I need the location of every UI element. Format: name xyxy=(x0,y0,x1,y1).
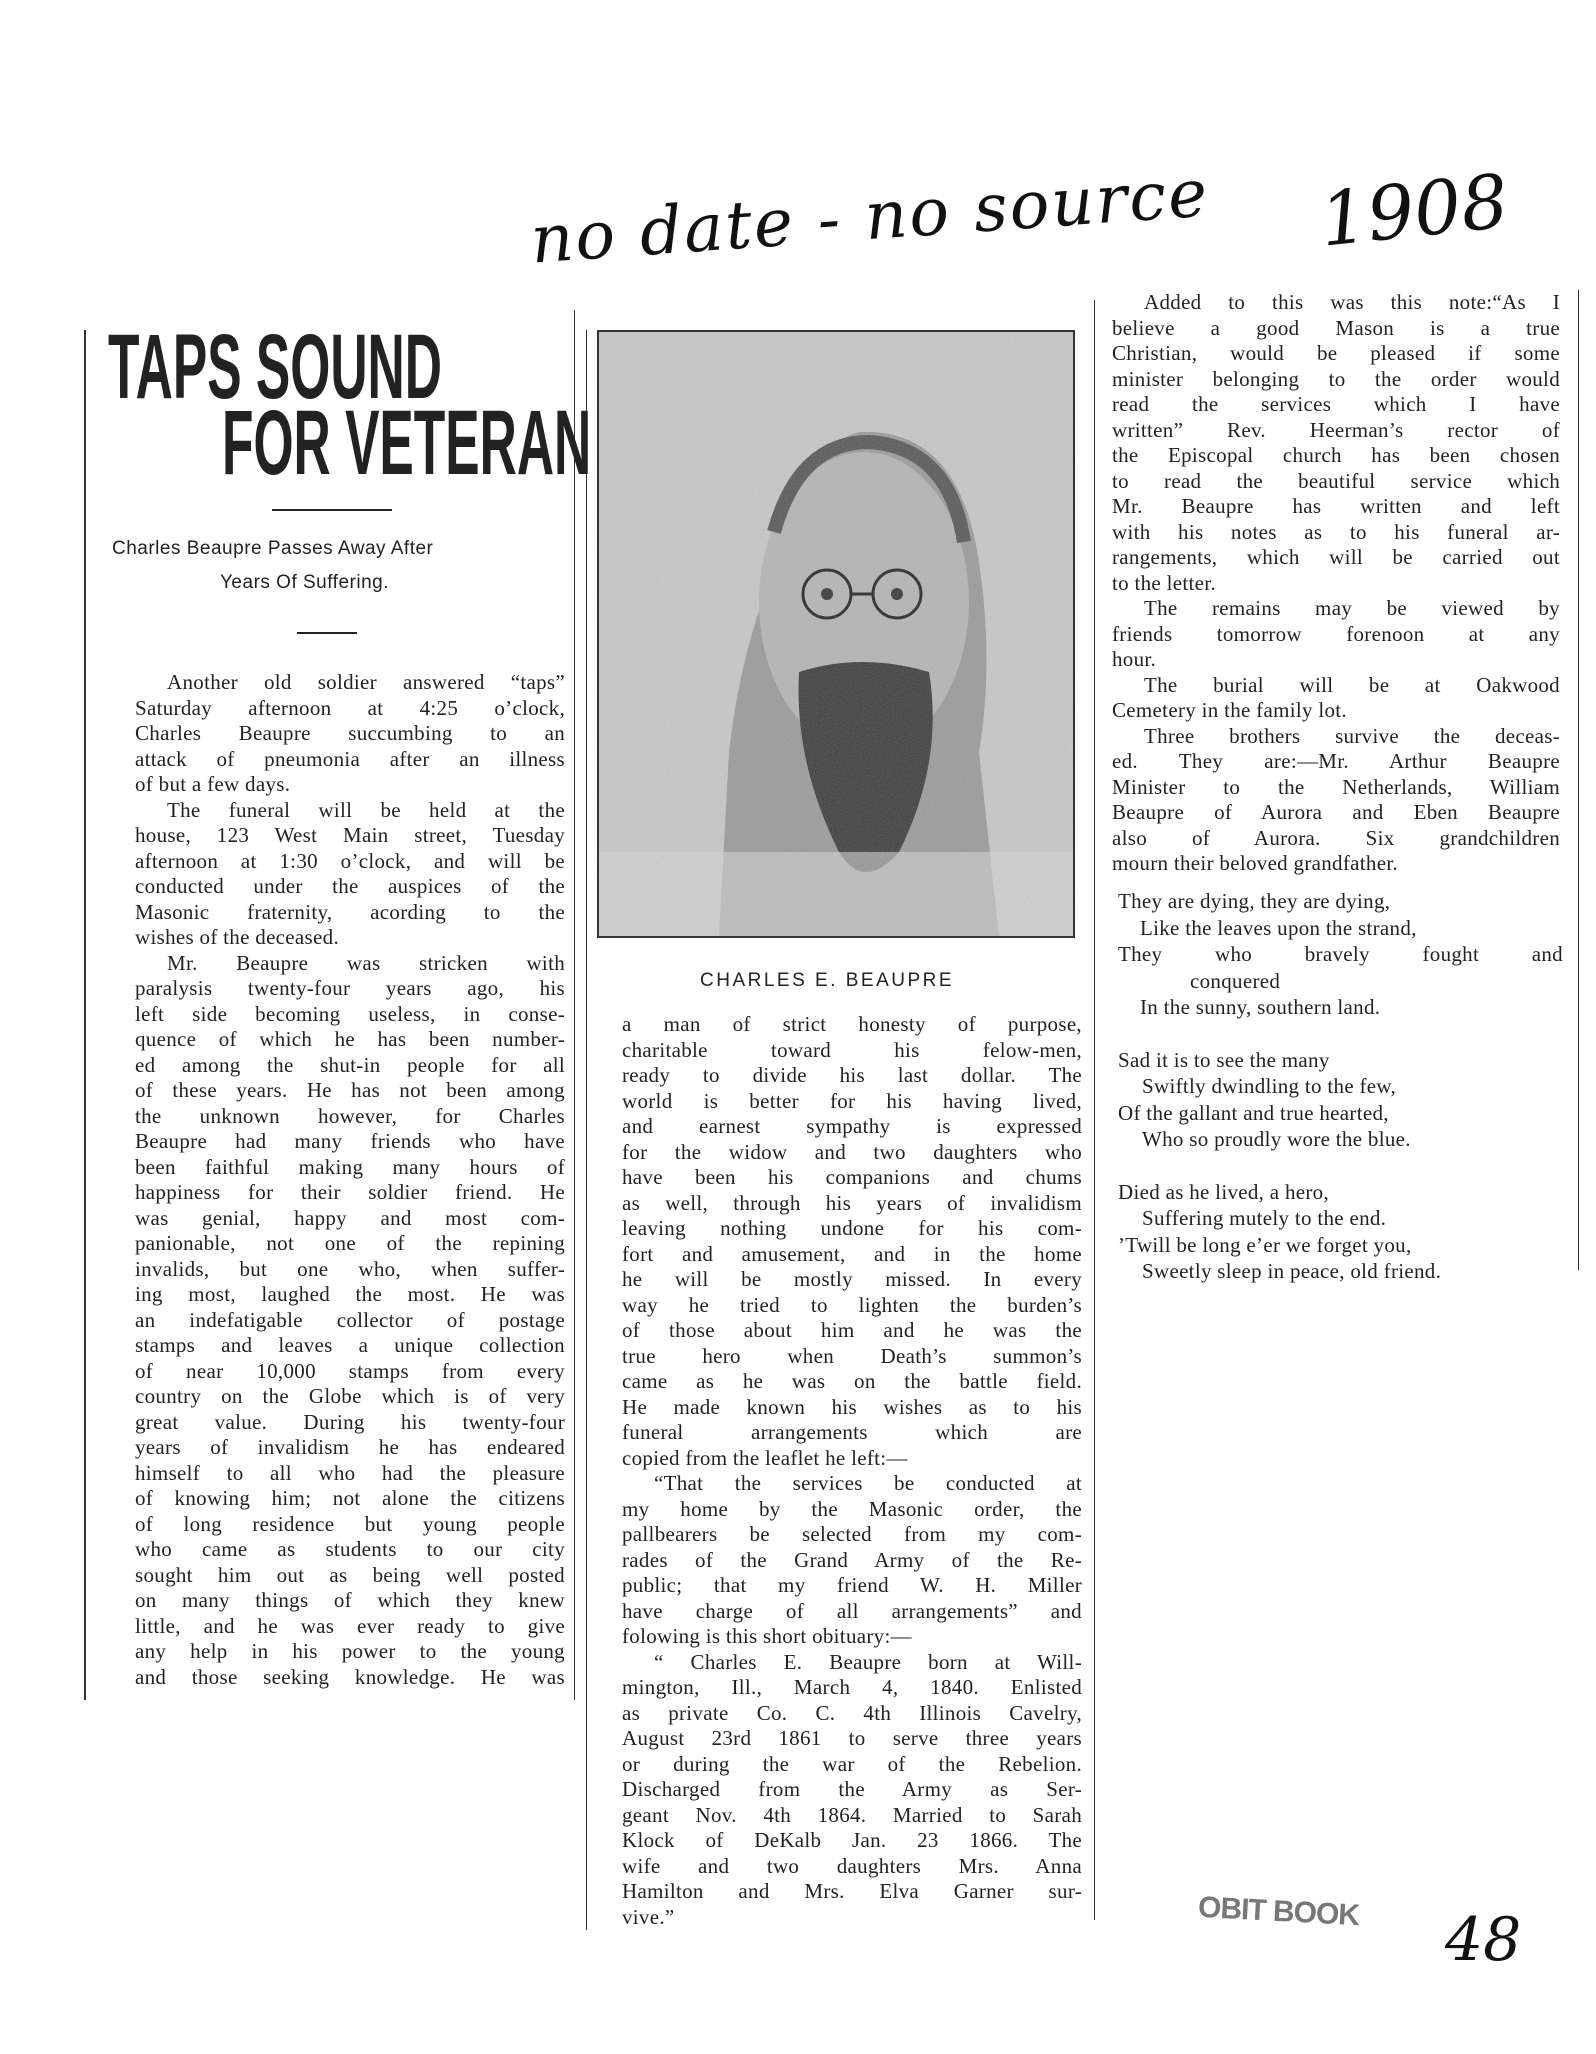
poem-line: ’Twill be long e’er we forget you, xyxy=(1118,1232,1412,1257)
poem-line: Died as he lived, a hero, xyxy=(1118,1179,1330,1204)
text-line: Another old soldier answered “taps” xyxy=(167,670,565,694)
column-rule-mid-left xyxy=(574,310,575,1700)
column-rule-right xyxy=(1578,290,1579,1270)
text-line: public; that my friend W. H. Miller xyxy=(622,1573,1082,1597)
article-column-1 xyxy=(135,670,565,1690)
text-line: hour. xyxy=(1112,647,1157,671)
paragraph xyxy=(622,1471,1082,1650)
text-line: mington, Ill., March 4, 1840. Enlisted xyxy=(622,1675,1082,1699)
text-line: minister belonging to the order would xyxy=(1112,366,1560,391)
text-line: read the services which I have xyxy=(1112,392,1560,416)
text-line: The burial will be at Oakwood xyxy=(1144,672,1560,697)
headline-line-2: FOR VETERAN xyxy=(222,392,592,494)
headline-divider xyxy=(272,509,392,511)
text-line: of these years. He has not been among xyxy=(135,1078,565,1102)
subheadline-line-1: Charles Beaupre Passes Away After xyxy=(112,538,434,559)
paragraph xyxy=(1112,673,1560,724)
poem-line: Suffering mutely to the end. xyxy=(1142,1206,1387,1230)
text-line: Saturday afternoon at 4:25 o’clock, xyxy=(135,695,565,720)
paragraph xyxy=(1112,290,1560,596)
paragraph xyxy=(135,951,565,1691)
text-line: Masonic fraternity, acording to the xyxy=(135,899,565,924)
text-line: as well, through his years of invalidism xyxy=(622,1190,1082,1215)
text-line: attack of pneumonia after an illness xyxy=(135,746,565,771)
text-line: to the letter. xyxy=(1112,570,1216,595)
text-line: on many things of which they knew xyxy=(135,1588,565,1612)
text-line: country on the Globe which is of very xyxy=(135,1384,565,1408)
text-line: Added to this was this note:“As I xyxy=(1144,290,1560,314)
text-line: any help in his power to the young xyxy=(135,1639,565,1663)
paragraph xyxy=(135,670,565,798)
text-line: of knowing him; not alone the citizens xyxy=(135,1486,565,1510)
text-line: house, 123 West Main street, Tuesday xyxy=(135,823,565,847)
text-line: Charles Beaupre succumbing to an xyxy=(135,721,565,745)
text-line: of those about him and he was the xyxy=(622,1318,1082,1342)
column-rule-left xyxy=(84,330,86,1700)
poem-line: Sweetly sleep in peace, old friend. xyxy=(1142,1259,1442,1283)
text-line: he will be mostly missed. In every xyxy=(622,1267,1082,1291)
text-line: and earnest sympathy is expressed xyxy=(622,1114,1082,1138)
article-column-2 xyxy=(622,1012,1082,1930)
paragraph xyxy=(135,798,565,951)
subheadline-divider xyxy=(297,632,357,634)
text-line: for the widow and two daughters who xyxy=(622,1139,1082,1164)
text-line: the Episcopal church has been chosen xyxy=(1112,443,1560,467)
text-line: an indefatigable collector of postage xyxy=(135,1307,565,1332)
text-line: happiness for their soldier friend. He xyxy=(135,1180,565,1204)
text-line: a man of strict honesty of purpose, xyxy=(622,1012,1082,1036)
text-line: friends tomorrow forenoon at any xyxy=(1112,621,1560,646)
text-line: geant Nov. 4th 1864. Married to Sarah xyxy=(622,1802,1082,1827)
text-line: Minister to the Netherlands, William xyxy=(1112,774,1560,799)
text-line: with his notes as to his funeral ar- xyxy=(1112,519,1560,544)
text-line: The funeral will be held at the xyxy=(167,797,565,822)
poem-line: Swiftly dwindling to the few, xyxy=(1142,1074,1397,1098)
text-line: believe a good Mason is a true xyxy=(1112,315,1560,340)
text-line: charitable toward his felow-men, xyxy=(622,1037,1082,1062)
paragraph xyxy=(622,1650,1082,1931)
text-line: as private Co. C. 4th Illinois Cavelry, xyxy=(622,1700,1082,1725)
text-line: ed among the shut-in people for all xyxy=(135,1052,565,1077)
text-line: funeral arrangements which are xyxy=(622,1420,1082,1444)
text-line: fort and amusement, and in the home xyxy=(622,1241,1082,1266)
subheadline-line-2: Years Of Suffering. xyxy=(220,572,389,593)
text-line: pallbearers be selected from my com- xyxy=(622,1522,1082,1546)
text-line: Mr. Beaupre has written and left xyxy=(1112,494,1560,518)
column-rule-mid-right xyxy=(1094,300,1095,1920)
poem-line: conquered xyxy=(1190,968,1281,993)
text-line: panionable, not one of the repining xyxy=(135,1231,565,1255)
text-line: to read the beautiful service which xyxy=(1112,468,1560,493)
paragraph xyxy=(622,1012,1082,1471)
text-line: himself to all who had the pleasure xyxy=(135,1460,565,1485)
handwritten-note: no date - no source xyxy=(528,154,1212,279)
text-line: Beaupre had many friends who have xyxy=(135,1129,565,1153)
article-column-3 xyxy=(1112,290,1560,877)
text-line: true hero when Death’s summon’s xyxy=(622,1343,1082,1368)
poem-stanza-1 xyxy=(1118,888,1563,1021)
text-line: vive.” xyxy=(622,1904,675,1929)
text-line: of long residence but young people xyxy=(135,1511,565,1536)
poem-line: They who bravely fought and xyxy=(1118,942,1563,966)
text-line: Discharged from the Army as Ser- xyxy=(622,1777,1082,1801)
text-line: “ Charles E. Beaupre born at Will- xyxy=(654,1649,1082,1674)
portrait-photo xyxy=(597,330,1075,938)
text-line: paralysis twenty-four years ago, his xyxy=(135,976,565,1000)
poem-line: Like the leaves upon the strand, xyxy=(1140,915,1417,940)
poem-stanza-2 xyxy=(1118,1047,1563,1153)
text-line: Cemetery in the family lot. xyxy=(1112,698,1347,722)
text-line: mourn their beloved grandfather. xyxy=(1112,851,1399,875)
text-line: written” Rev. Heerman’s rector of xyxy=(1112,417,1560,442)
text-line: have been his companions and chums xyxy=(622,1165,1082,1189)
text-line: Hamilton and Mrs. Elva Garner sur- xyxy=(622,1879,1082,1903)
headline-line-1: TAPS SOUND xyxy=(108,316,442,418)
photo-caption: CHARLES E. BEAUPRE xyxy=(700,970,955,991)
poem-stanza-3 xyxy=(1118,1179,1563,1285)
paragraph xyxy=(1112,724,1560,877)
text-line: rangements, which will be carried out xyxy=(1112,545,1560,569)
text-line: who came as students to our city xyxy=(135,1537,565,1561)
text-line: ready to divide his last dollar. The xyxy=(622,1063,1082,1087)
text-line: copied from the leaflet he left:— xyxy=(622,1445,908,1470)
text-line: Christian, would be pleased if some xyxy=(1112,341,1560,365)
text-line: way he tried to lighten the burden’s xyxy=(622,1292,1082,1317)
portrait-image xyxy=(599,332,1073,936)
text-line: my home by the Masonic order, the xyxy=(622,1496,1082,1521)
text-line: or during the war of the Rebelion. xyxy=(622,1751,1082,1776)
text-line: have charge of all arrangements” and xyxy=(622,1598,1082,1623)
text-line: ing most, laughed the most. He was xyxy=(135,1282,565,1306)
text-line: came as he was on the battle field. xyxy=(622,1369,1082,1393)
text-line: little, and he was ever ready to give xyxy=(135,1613,565,1638)
text-line: left side becoming useless, in conse- xyxy=(135,1001,565,1026)
obit-book-stamp: OBIT BOOK xyxy=(1197,1890,1360,1933)
text-line: also of Aurora. Six grandchildren xyxy=(1112,825,1560,850)
text-line: years of invalidism he has endeared xyxy=(135,1435,565,1459)
text-line: wishes of the deceased. xyxy=(135,925,339,949)
text-line: of but a few days. xyxy=(135,772,291,796)
text-line: Beaupre of Aurora and Eben Beaupre xyxy=(1112,800,1560,824)
text-line: sought him out as being well posted xyxy=(135,1562,565,1587)
text-line: great value. During his twenty-four xyxy=(135,1409,565,1434)
handwritten-year: 1908 xyxy=(1316,158,1513,264)
text-line: leaving nothing undone for his com- xyxy=(622,1216,1082,1240)
poem-line: Sad it is to see the many xyxy=(1118,1047,1330,1072)
handwritten-page-number: 48 xyxy=(1445,1905,1522,1975)
text-line: wife and two daughters Mrs. Anna xyxy=(622,1853,1082,1878)
text-line: conducted under the auspices of the xyxy=(135,874,565,898)
text-line: ed. They are:—Mr. Arthur Beaupre xyxy=(1112,749,1560,773)
text-line: folowing is this short obituary:— xyxy=(622,1624,912,1648)
text-line: Mr. Beaupre was stricken with xyxy=(167,950,565,975)
text-line: was genial, happy and most com- xyxy=(135,1205,565,1230)
text-line: of near 10,000 stamps from every xyxy=(135,1358,565,1383)
poem-line: Who so proudly wore the blue. xyxy=(1142,1127,1411,1151)
text-line: quence of which he has been number- xyxy=(135,1027,565,1051)
paragraph xyxy=(1112,596,1560,673)
poem-line: They are dying, they are dying, xyxy=(1118,889,1391,913)
text-line: “That the services be conducted at xyxy=(654,1471,1082,1495)
text-line: Three brothers survive the deceas- xyxy=(1144,723,1560,748)
poem-line: Of the gallant and true hearted, xyxy=(1118,1100,1389,1125)
text-line: been faithful making many hours of xyxy=(135,1154,565,1179)
poem-line: In the sunny, southern land. xyxy=(1140,995,1381,1019)
text-line: He made known his wishes as to his xyxy=(622,1394,1082,1419)
text-line: August 23rd 1861 to serve three years xyxy=(622,1726,1082,1750)
text-line: and those seeking knowledge. He was xyxy=(135,1664,565,1689)
column-rule-mid-left-inner xyxy=(586,330,587,1930)
text-line: rades of the Grand Army of the Re- xyxy=(622,1547,1082,1572)
text-line: afternoon at 1:30 o’clock, and will be xyxy=(135,848,565,873)
text-line: stamps and leaves a unique collection xyxy=(135,1333,565,1357)
text-line: world is better for his having lived, xyxy=(622,1088,1082,1113)
text-line: the unknown however, for Charles xyxy=(135,1103,565,1128)
memorial-poem xyxy=(1118,888,1563,1285)
text-line: Klock of DeKalb Jan. 23 1866. The xyxy=(622,1828,1082,1852)
text-line: The remains may be viewed by xyxy=(1144,596,1560,620)
text-line: invalids, but one who, when suffer- xyxy=(135,1256,565,1281)
